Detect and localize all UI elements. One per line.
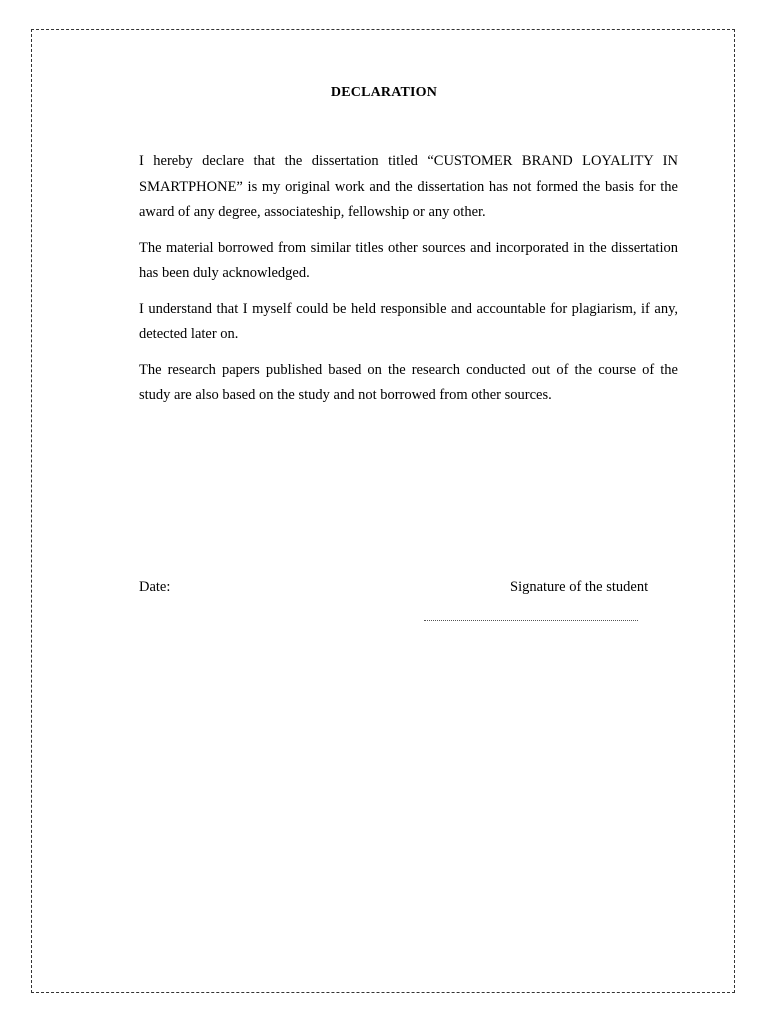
declaration-paragraph: The material borrowed from similar titles other sources and incorporated in the dissertation has been duly acknowledged.: [139, 239, 678, 281]
date-label: Date:: [139, 579, 171, 595]
declaration-paragraph: The research papers published based on the research conducted out of the course of the study are also based on the study and not borrowed from other sources.: [139, 361, 678, 403]
page-title: DECLARATION: [330, 85, 438, 100]
signature-line: [424, 620, 638, 621]
declaration-paragraph: I understand that I myself could be held responsible and accountable for plagiarism, if any, detected later on.: [139, 300, 678, 342]
declaration-body: [139, 149, 678, 419]
declaration-paragraph: I hereby declare that the dissertation titled “CUSTOMER BRAND LOYALITY IN SMARTPHONE” is my original work and the dissertation has not formed the basis for the award of any degree, associateship, fellowship or any other.: [139, 153, 678, 220]
signature-label: Signature of the student: [510, 579, 649, 595]
